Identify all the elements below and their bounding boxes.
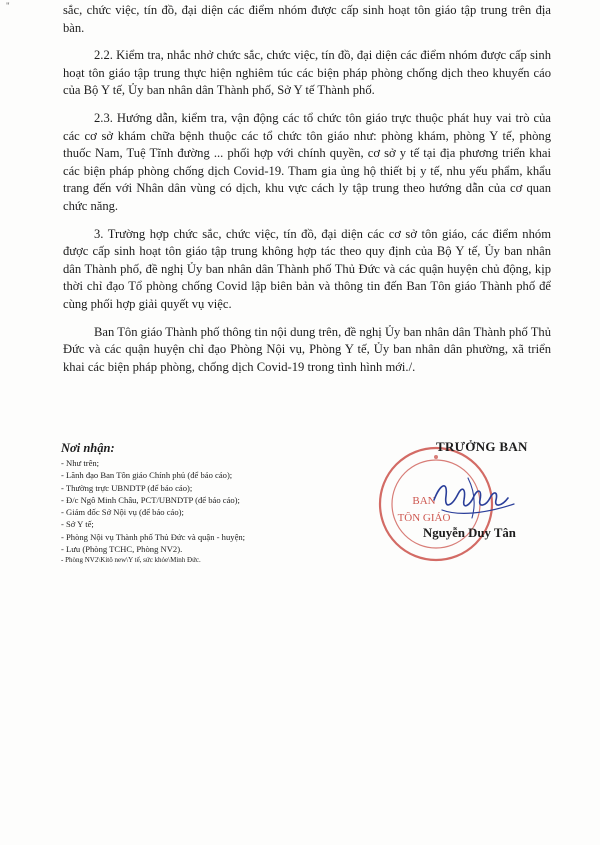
recipient-item: - Lưu (Phòng TCHC, Phòng NV2). [61, 544, 183, 555]
paragraph-2-3: 2.3. Hướng dẫn, kiểm tra, vận động các tổ chức tôn giáo trực thuộc phát huy vai trò của các cơ sở khám chữa bệnh thuộc các tổ chức tôn giáo như: phòng khám, phòng Y tế, phòng thuốc Nam, Tuệ Tĩnh đường ... phối hợp với chính quyền, cơ sở y tế tại địa phương triển khai các biện pháp phòng chống dịch Covid-19. Tham gia ủng hộ thiết bị y tế, nhu yếu phẩm, khẩu trang đến với Nhân dân vùng có dịch, khu vực cách ly tập trung theo hướng dẫn của cơ quan chức năng. [63, 110, 551, 213]
paragraph-closing: Ban Tôn giáo Thành phố thông tin nội dung trên, đề nghị Ủy ban nhân dân Thành phố Thủ Đức và các quận huyện chỉ đạo Phòng Nội vụ, Phòng Y tế, Ủy ban nhân dân phường, xã triển khai các biện pháp phòng, chống dịch Covid-19 trong tình hình mới./. [63, 324, 551, 374]
recipients-title: Nơi nhận: [61, 441, 115, 455]
signer-name: Nguyễn Duy Tân [423, 526, 516, 540]
paragraph-continuation: sắc, chức việc, tín đồ, đại diện các điểm nhóm được cấp sinh hoạt tôn giáo tập trung trên địa bàn. [63, 3, 551, 35]
document-body [63, 2, 551, 386]
signer-title: TRƯỞNG BAN [436, 439, 528, 454]
paragraph-3: 3. Trường hợp chức sắc, chức việc, tín đồ, đại diện các cơ sở tôn giáo, các điểm nhóm được cấp sinh hoạt tôn giáo tập trung không hợp tác theo quy định của Bộ Y tế, Ủy ban nhân dân Thành phố, đề nghị Ủy ban nhân dân Thành phố Thủ Đức và các quận huyện chủ động, kịp thời chỉ đạo Tổ phòng chống Covid lập biên bản và thông tin đến Ban Tôn giáo Thành phố để cùng phối hợp giải quyết vụ việc. [63, 226, 551, 311]
seal-text-ban: BAN [412, 495, 436, 507]
recipient-item: - Như trên; [61, 458, 100, 468]
recipient-item: - Thường trực UBNDTP (để báo cáo); [61, 482, 193, 493]
handwritten-signature [428, 470, 520, 524]
recipients-list [61, 457, 381, 565]
recipients-block [61, 441, 381, 565]
paragraph-2-2: 2.2. Kiểm tra, nhắc nhở chức sắc, chức việc, tín đồ, đại diện các điểm nhóm được cấp sinh hoạt tôn giáo tập trung thực hiện nghiêm túc các biện pháp phòng chống dịch theo khuyến cáo của Bộ Y tế, Ủy ban nhân dân Thành phố, Sở Y tế Thành phố. [63, 48, 551, 98]
corner-mark: " [6, 1, 10, 11]
seal-text-ton-giao: TÔN GIÁO [397, 512, 451, 524]
recipient-item: - Đ/c Ngô Minh Châu, PCT/UBNDTP (để báo cáo); [61, 494, 240, 505]
recipient-item: - Giám đốc Sở Nội vụ (để báo cáo); [61, 507, 184, 518]
recipient-item: - Lãnh đạo Ban Tôn giáo Chính phủ (để báo cáo); [61, 470, 233, 481]
recipient-item: - Sở Y tế; [61, 519, 94, 530]
recipient-file-path: - Phòng NV2\Kitô new\Y tế, sức khỏe\Minh Đức. [61, 556, 201, 565]
recipient-item: - Phòng Nội vụ Thành phố Thủ Đức và quận - huyện; [61, 531, 246, 542]
